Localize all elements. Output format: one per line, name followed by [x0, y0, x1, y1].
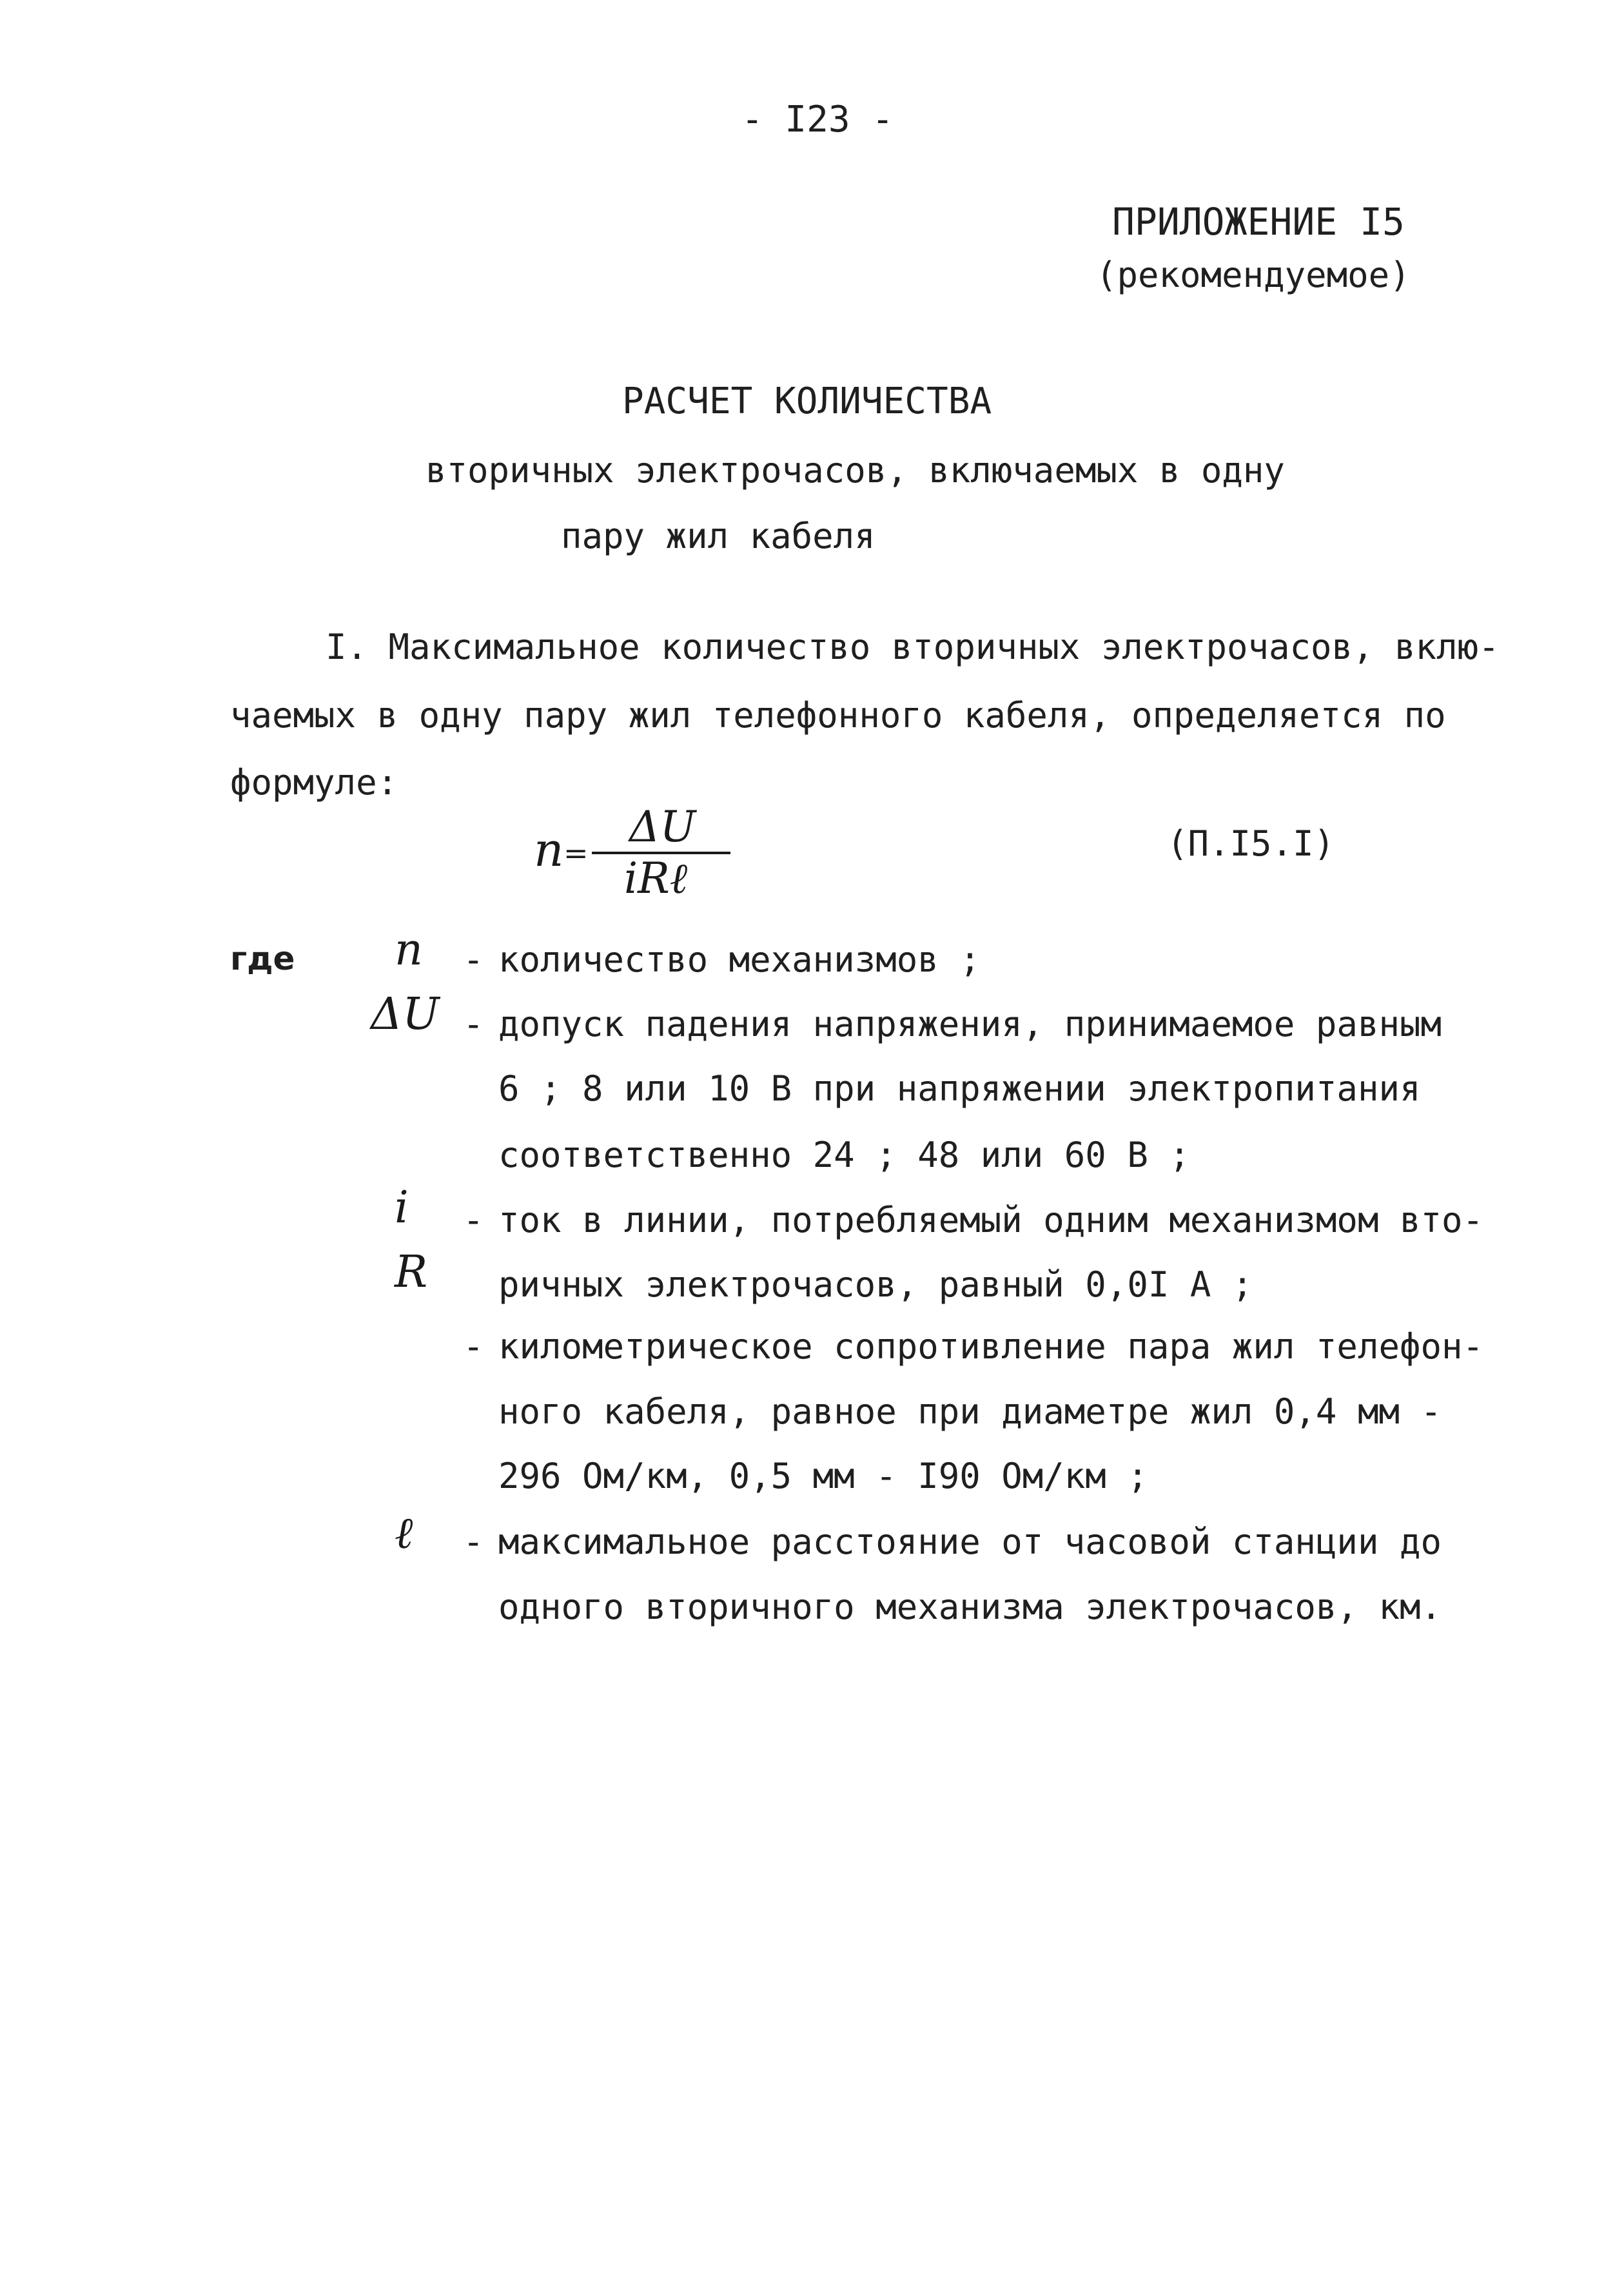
definition-dash: -	[463, 1521, 484, 1562]
definition-delta-u-line-1: допуск падения напряжения, принимаемое равным	[498, 1004, 1442, 1044]
formula	[534, 802, 747, 903]
heading-line-1: РАСЧЕТ КОЛИЧЕСТВА	[622, 380, 992, 422]
definition-dash: -	[463, 1004, 484, 1044]
paragraph-line-1: I. Максимальное количество вторичных электрочасов, вклю-	[326, 627, 1500, 667]
definition-n-line-1: количество механизмов ;	[498, 939, 981, 980]
symbol-n: n	[395, 924, 423, 975]
heading-line-3: пару жил кабеля	[561, 516, 876, 556]
symbol-r: R	[395, 1247, 428, 1298]
appendix-title: ПРИЛОЖЕНИЕ I5	[1112, 200, 1405, 244]
definition-dash: -	[463, 1326, 484, 1367]
formula-number: (П.I5.I)	[1167, 823, 1335, 864]
symbol-i: i	[395, 1182, 409, 1233]
formula-lhs: n	[534, 823, 564, 877]
paragraph-line-2: чаемых в одну пару жил телефонного кабеля, определяется по	[230, 695, 1446, 736]
formula-denominator: iRℓ	[624, 854, 688, 903]
definition-delta-u-line-3: соответственно 24 ; 48 или 60 В ;	[498, 1135, 1190, 1175]
formula-equals: =	[563, 836, 589, 870]
definition-l-line-2: одного вторичного механизма электрочасов, км.	[498, 1587, 1442, 1627]
formula-svg	[534, 802, 747, 903]
definition-delta-u-line-2: 6 ; 8 или 10 В при напряжении электропитания	[498, 1068, 1421, 1109]
where-label: где	[230, 940, 295, 977]
definition-dash: -	[463, 939, 484, 980]
paragraph-line-3: формуле:	[230, 762, 398, 803]
definition-r-line-2: ного кабеля, равное при диаметре жил 0,4 мм -	[498, 1391, 1442, 1432]
appendix-subtitle: (рекомендуемое)	[1096, 255, 1411, 295]
page-number: - I23 -	[741, 99, 894, 141]
definition-dash: -	[463, 1200, 484, 1240]
definition-i-line-2: ричных электрочасов, равный 0,0I А ;	[498, 1264, 1253, 1305]
definition-r-line-1: километрическое сопротивление пара жил телефон-	[498, 1326, 1484, 1367]
formula-numerator: ΔU	[629, 802, 696, 852]
definition-l-line-1: максимальное расстояние от часовой станции до	[498, 1521, 1442, 1562]
definition-i-line-1: ток в линии, потребляемый одним механизмом вто-	[498, 1200, 1484, 1240]
symbol-delta-u: ΔU	[371, 989, 440, 1040]
symbol-l: ℓ	[395, 1508, 413, 1559]
definition-r-line-3: 296 Ом/км, 0,5 мм - I90 Ом/км ;	[498, 1456, 1148, 1496]
heading-line-2: вторичных электрочасов, включаемых в одну	[426, 450, 1285, 491]
